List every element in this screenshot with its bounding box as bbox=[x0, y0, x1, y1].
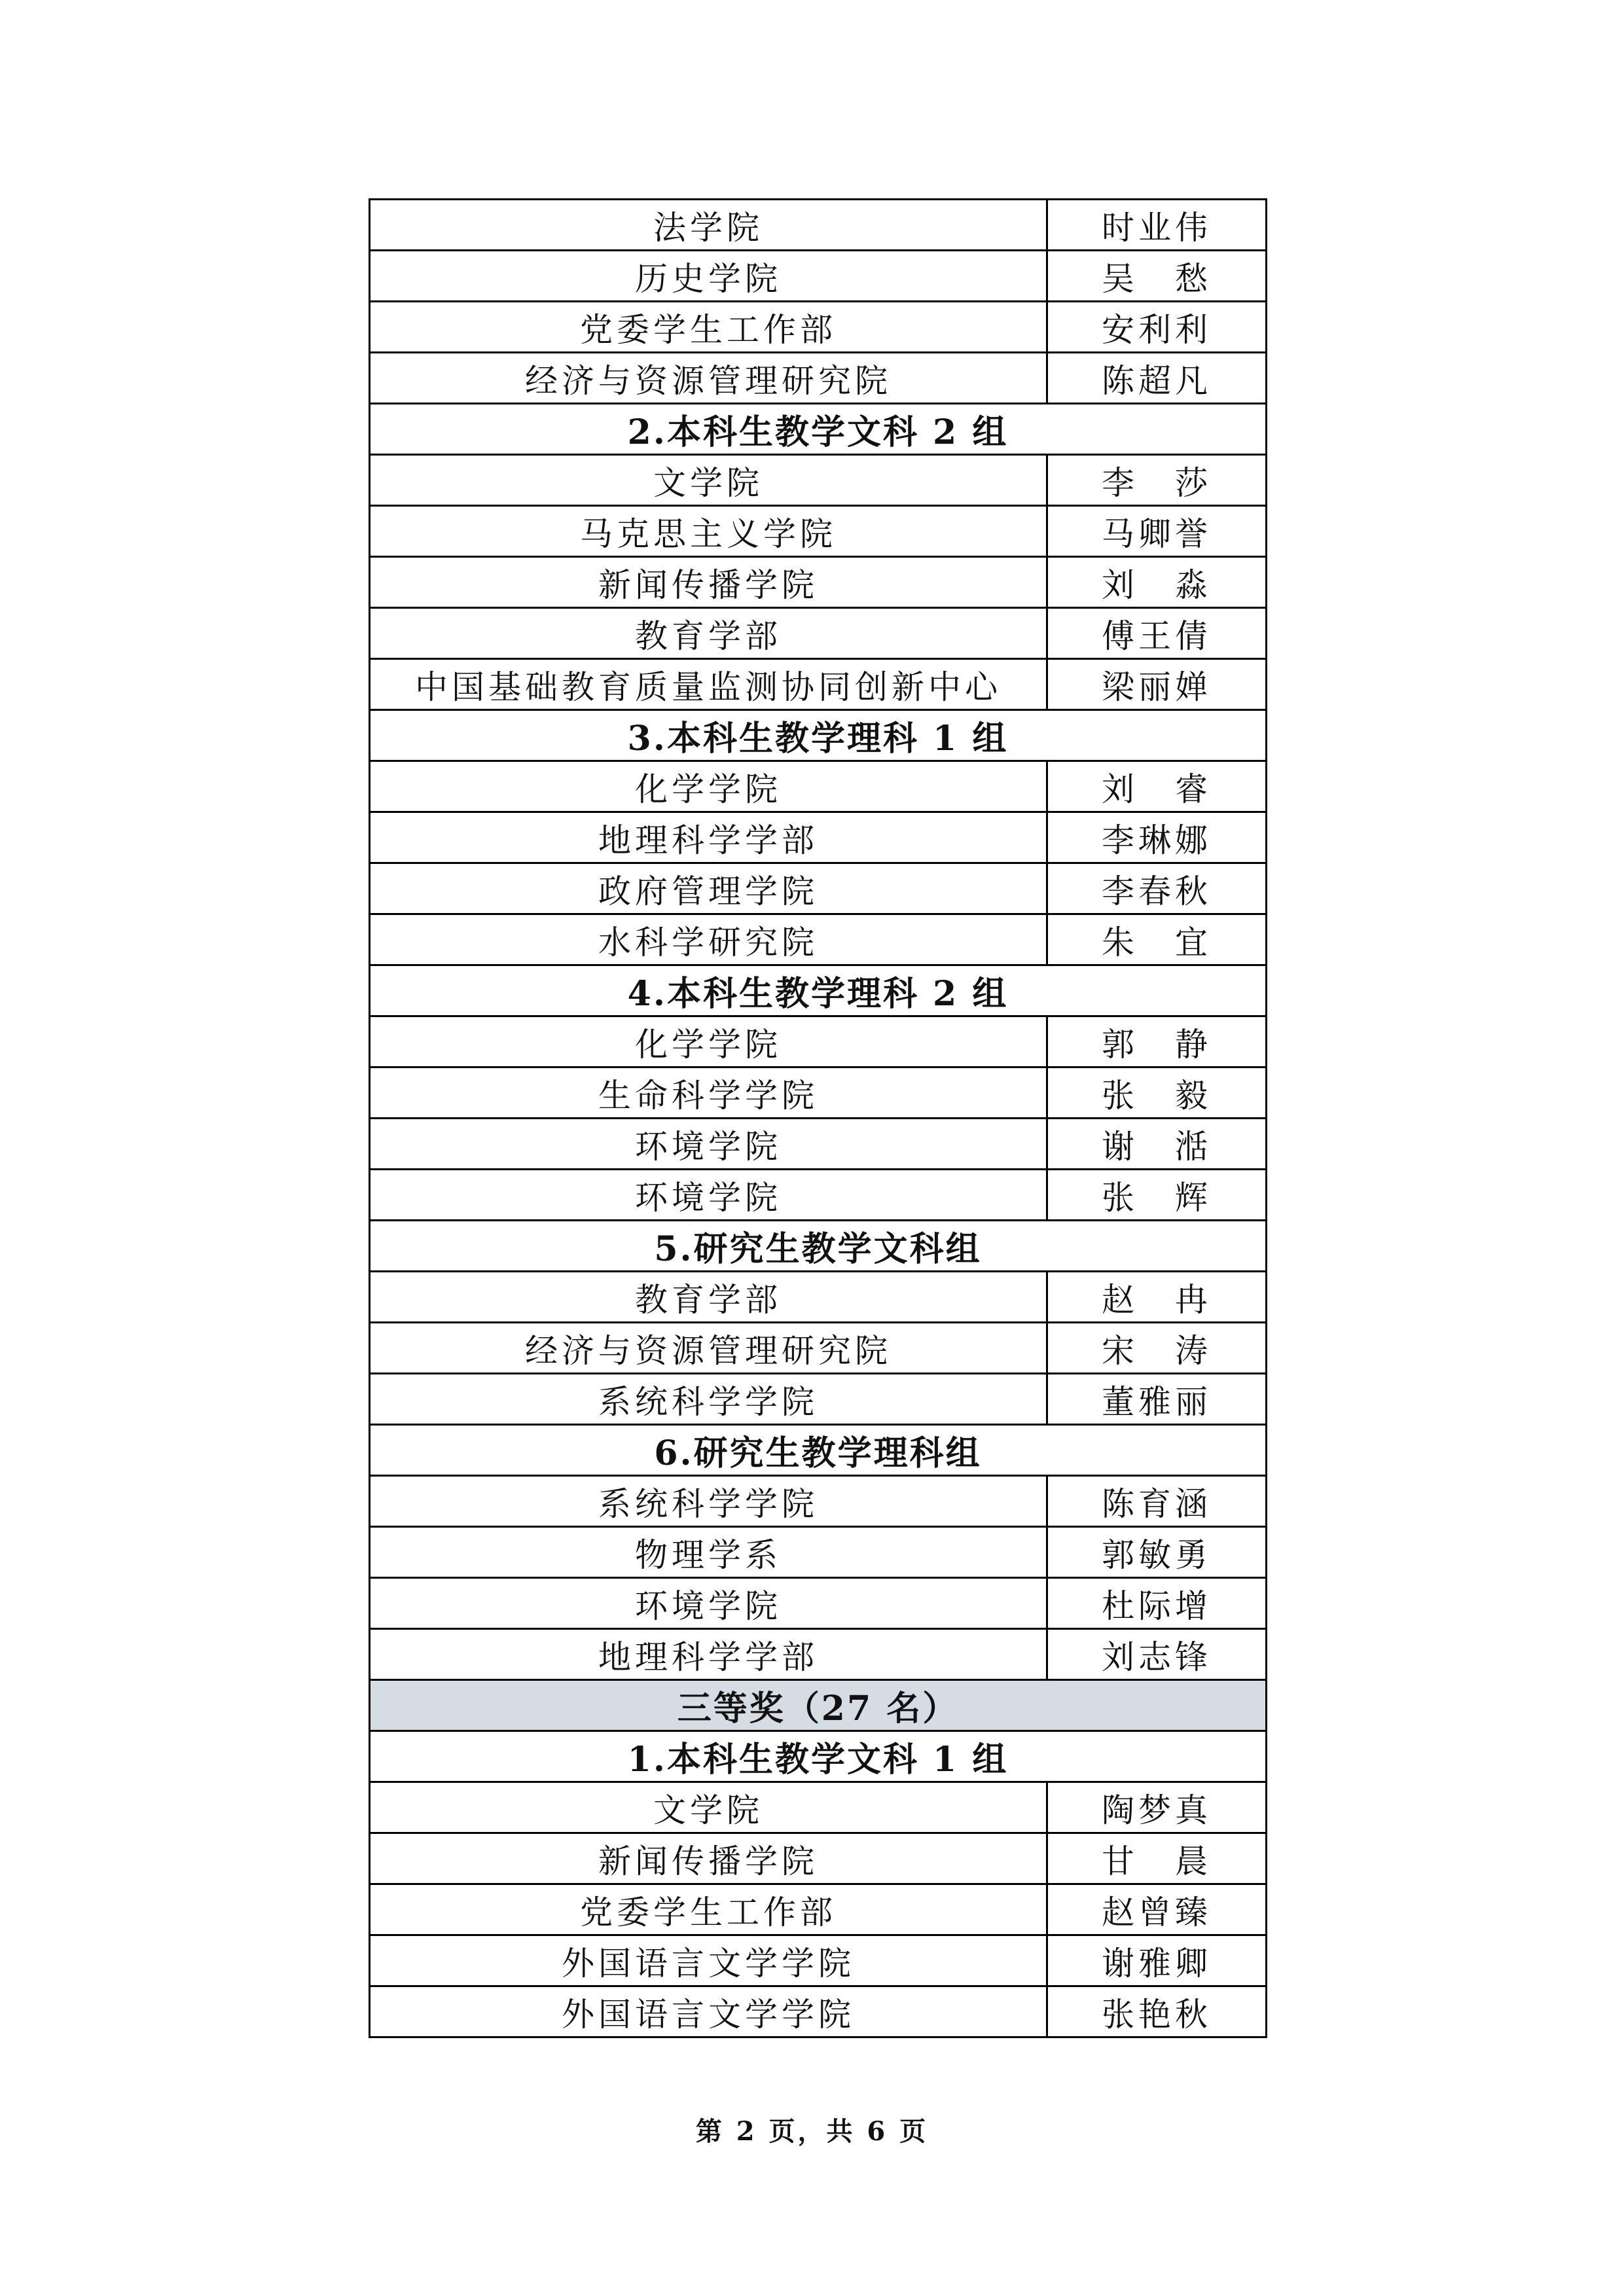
table-row bbox=[370, 914, 1267, 965]
name-cell: 赵曾臻 bbox=[1047, 1884, 1267, 1935]
name-cell: 张 辉 bbox=[1047, 1170, 1267, 1221]
table-row bbox=[370, 251, 1267, 302]
unit-cell: 党委学生工作部 bbox=[370, 302, 1047, 353]
name-cell: 傅王倩 bbox=[1047, 608, 1267, 659]
award-table-body bbox=[370, 200, 1267, 2037]
name-cell: 杜际增 bbox=[1047, 1578, 1267, 1629]
table-row bbox=[370, 353, 1267, 404]
unit-cell: 环境学院 bbox=[370, 1170, 1047, 1221]
unit-cell: 马克思主义学院 bbox=[370, 506, 1047, 557]
unit-cell: 化学学院 bbox=[370, 1016, 1047, 1067]
name-cell: 吴 愁 bbox=[1047, 251, 1267, 302]
group-header-row bbox=[370, 965, 1267, 1016]
name-cell: 刘 淼 bbox=[1047, 557, 1267, 608]
name-cell: 董雅丽 bbox=[1047, 1374, 1267, 1425]
name-cell: 马卿誉 bbox=[1047, 506, 1267, 557]
table-row bbox=[370, 863, 1267, 914]
name-cell: 时业伟 bbox=[1047, 200, 1267, 251]
group-label: 6.研究生教学理科组 bbox=[370, 1425, 1267, 1476]
table-row bbox=[370, 1833, 1267, 1884]
award-tier-label: 三等奖（27 名） bbox=[370, 1680, 1267, 1731]
unit-cell: 系统科学学院 bbox=[370, 1476, 1047, 1527]
table-row bbox=[370, 1323, 1267, 1374]
unit-cell: 物理学系 bbox=[370, 1527, 1047, 1578]
group-header-row bbox=[370, 1425, 1267, 1476]
table-row bbox=[370, 1986, 1267, 2037]
name-cell: 谢雅卿 bbox=[1047, 1935, 1267, 1986]
unit-cell: 党委学生工作部 bbox=[370, 1884, 1047, 1935]
group-header-row bbox=[370, 1221, 1267, 1272]
unit-cell: 系统科学学院 bbox=[370, 1374, 1047, 1425]
table-row bbox=[370, 812, 1267, 863]
unit-cell: 地理科学学部 bbox=[370, 812, 1047, 863]
table-row bbox=[370, 761, 1267, 812]
unit-cell: 环境学院 bbox=[370, 1119, 1047, 1170]
table-row bbox=[370, 1119, 1267, 1170]
name-cell: 谢 湉 bbox=[1047, 1119, 1267, 1170]
name-cell: 张艳秋 bbox=[1047, 1986, 1267, 2037]
unit-cell: 环境学院 bbox=[370, 1578, 1047, 1629]
unit-cell: 教育学部 bbox=[370, 1272, 1047, 1323]
table-row bbox=[370, 1272, 1267, 1323]
name-cell: 安利利 bbox=[1047, 302, 1267, 353]
name-cell: 宋 涛 bbox=[1047, 1323, 1267, 1374]
table-row bbox=[370, 200, 1267, 251]
name-cell: 李琳娜 bbox=[1047, 812, 1267, 863]
unit-cell: 教育学部 bbox=[370, 608, 1047, 659]
unit-cell: 外国语言文学学院 bbox=[370, 1986, 1047, 2037]
name-cell: 陈育涵 bbox=[1047, 1476, 1267, 1527]
table-row bbox=[370, 1935, 1267, 1986]
name-cell: 梁丽婵 bbox=[1047, 659, 1267, 710]
unit-cell: 法学院 bbox=[370, 200, 1047, 251]
name-cell: 李春秋 bbox=[1047, 863, 1267, 914]
table-row bbox=[370, 1782, 1267, 1833]
table-row bbox=[370, 1067, 1267, 1119]
group-header-row bbox=[370, 710, 1267, 761]
table-row bbox=[370, 1884, 1267, 1935]
name-cell: 刘 睿 bbox=[1047, 761, 1267, 812]
table-row bbox=[370, 1016, 1267, 1067]
unit-cell: 水科学研究院 bbox=[370, 914, 1047, 965]
name-cell: 陈超凡 bbox=[1047, 353, 1267, 404]
table-row bbox=[370, 1527, 1267, 1578]
unit-cell: 新闻传播学院 bbox=[370, 557, 1047, 608]
name-cell: 陶梦真 bbox=[1047, 1782, 1267, 1833]
award-tier-row bbox=[370, 1680, 1267, 1731]
unit-cell: 政府管理学院 bbox=[370, 863, 1047, 914]
name-cell: 刘志锋 bbox=[1047, 1629, 1267, 1680]
award-table bbox=[369, 198, 1267, 2038]
name-cell: 郭敏勇 bbox=[1047, 1527, 1267, 1578]
name-cell: 李 莎 bbox=[1047, 455, 1267, 506]
unit-cell: 新闻传播学院 bbox=[370, 1833, 1047, 1884]
unit-cell: 化学学院 bbox=[370, 761, 1047, 812]
table-row bbox=[370, 557, 1267, 608]
name-cell: 朱 宜 bbox=[1047, 914, 1267, 965]
table-row bbox=[370, 659, 1267, 710]
unit-cell: 历史学院 bbox=[370, 251, 1047, 302]
table-row bbox=[370, 1374, 1267, 1425]
table-row bbox=[370, 1170, 1267, 1221]
group-label: 3.本科生教学理科 1 组 bbox=[370, 710, 1267, 761]
group-label: 5.研究生教学文科组 bbox=[370, 1221, 1267, 1272]
group-label: 1.本科生教学文科 1 组 bbox=[370, 1731, 1267, 1782]
unit-cell: 文学院 bbox=[370, 455, 1047, 506]
name-cell: 赵 冉 bbox=[1047, 1272, 1267, 1323]
group-label: 4.本科生教学理科 2 组 bbox=[370, 965, 1267, 1016]
group-label: 2.本科生教学文科 2 组 bbox=[370, 404, 1267, 455]
unit-cell: 中国基础教育质量监测协同创新中心 bbox=[370, 659, 1047, 710]
page-footer: 第 2 页，共 6 页 bbox=[695, 2116, 929, 2147]
unit-cell: 生命科学学院 bbox=[370, 1067, 1047, 1119]
name-cell: 甘 晨 bbox=[1047, 1833, 1267, 1884]
group-header-row bbox=[370, 1731, 1267, 1782]
group-header-row bbox=[370, 404, 1267, 455]
name-cell: 郭 静 bbox=[1047, 1016, 1267, 1067]
table-row bbox=[370, 608, 1267, 659]
unit-cell: 经济与资源管理研究院 bbox=[370, 1323, 1047, 1374]
table-row bbox=[370, 1629, 1267, 1680]
table-row bbox=[370, 1578, 1267, 1629]
unit-cell: 经济与资源管理研究院 bbox=[370, 353, 1047, 404]
table-row bbox=[370, 1476, 1267, 1527]
unit-cell: 文学院 bbox=[370, 1782, 1047, 1833]
name-cell: 张 毅 bbox=[1047, 1067, 1267, 1119]
unit-cell: 外国语言文学学院 bbox=[370, 1935, 1047, 1986]
table-row bbox=[370, 506, 1267, 557]
table-row bbox=[370, 302, 1267, 353]
unit-cell: 地理科学学部 bbox=[370, 1629, 1047, 1680]
table-row bbox=[370, 455, 1267, 506]
